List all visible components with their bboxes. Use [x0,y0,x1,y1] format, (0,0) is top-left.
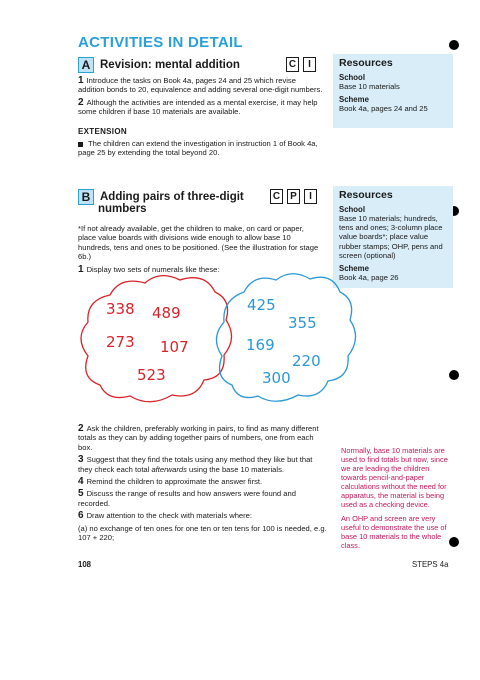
section-b-code-p: P [287,189,300,204]
red-cloud-number: 489 [152,304,181,322]
section-b-instructions [78,424,328,545]
red-cloud-number: 338 [106,300,135,318]
school-label: School [339,205,365,214]
section-b-letter: B [78,189,94,205]
resources-heading: Resources [339,189,393,201]
section-a-letter: A [78,57,94,73]
school-label: School [339,73,365,82]
section-b-intro: *If not already available, get the children to make, on card or paper, place value boards with divisions wide enough to allow base 10 hundreds, tens and ones to be positioned. (See the illustration for stage 6b.) [78,224,319,262]
note-paragraph: An OHP and screen are very useful to demonstrate the use of base 10 materials to the whole class. [341,514,447,550]
blue-cloud-number: 220 [292,352,321,370]
section-b-code-c: C [270,189,283,204]
page-title: ACTIVITIES IN DETAIL [78,34,243,51]
section-b-item-5: 5 Discuss the range of results and how answers were found and recorded. [78,488,296,508]
extension-text: The children can extend the investigation in instruction 1 of Book 4a, page 25 by extending the total beyond 20. [78,139,318,158]
scheme-value: Book 4a, pages 24 and 25 [339,104,428,114]
red-cloud-number: 523 [137,366,166,384]
section-b-item-6: 6 Draw attention to the check with materials where: [78,510,253,522]
scheme-value: Book 4a, page 26 [339,273,399,283]
blue-cloud-number: 300 [262,369,291,387]
section-b-item-3: 3 Suggest that they find the totals using any method they like but that they check each total afterwards using the base 10 materials. [78,454,313,474]
extension-heading: EXTENSION [78,126,127,136]
resources-heading: Resources [339,57,393,69]
section-b-code-i: I [304,189,317,204]
section-a-item-2: 2 Although the activities are intended as a mental exercise, it may help some children if base 10 materials are available. [78,96,318,117]
section-b-item-2: 2 Ask the children, preferably working in pairs, to find as many different totals as they can by adding together pairs of numbers, one from each box. [78,423,319,452]
section-b-item-1: 1 Display two sets of numerals like these: [78,263,220,275]
scheme-label: Scheme [339,95,369,105]
section-a-code-i: I [303,57,316,72]
teacher-notes [341,446,449,555]
page-number: 108 [78,560,92,569]
school-value: Base 10 materials; hundreds, tens and ones; 3-column place value boards*; place value rubber stamps; OHP, pens and screen (optional) [339,214,443,260]
section-b-item-4: 4 Remind the children to approximate the answer first. [78,476,263,488]
school-value: Base 10 materials [339,82,400,91]
section-b-sub-a: (a) no exchange of ten ones for one ten or ten tens for 100 is needed, e.g. 107 + 220; [78,523,327,543]
note-paragraph: Normally, base 10 materials are used to find totals but now, since we are leading the children towards pencil-and-paper calculations without the need for apparatus, the material is being used as a checking device. [341,446,448,509]
blue-cloud-number: 169 [246,336,275,354]
blue-cloud-number: 425 [247,296,276,314]
blue-cloud-number: 355 [288,314,317,332]
red-cloud-number: 107 [160,338,189,356]
red-cloud-number: 273 [106,333,135,351]
section-a-title: Revision: mental addition [100,59,240,71]
section-b-title-line1: Adding pairs of three-digit [100,191,244,203]
section-a-item-1: 1 Introduce the tasks on Book 4a, pages 24 and 25 which revise addition bonds to 20, equivalence and adding several one-digit numbers. [78,75,323,95]
book-label: STEPS 4a [412,560,449,569]
scheme-label: Scheme [339,264,369,274]
section-a-code-c: C [286,57,299,72]
section-b-title-line2: numbers [98,203,147,215]
